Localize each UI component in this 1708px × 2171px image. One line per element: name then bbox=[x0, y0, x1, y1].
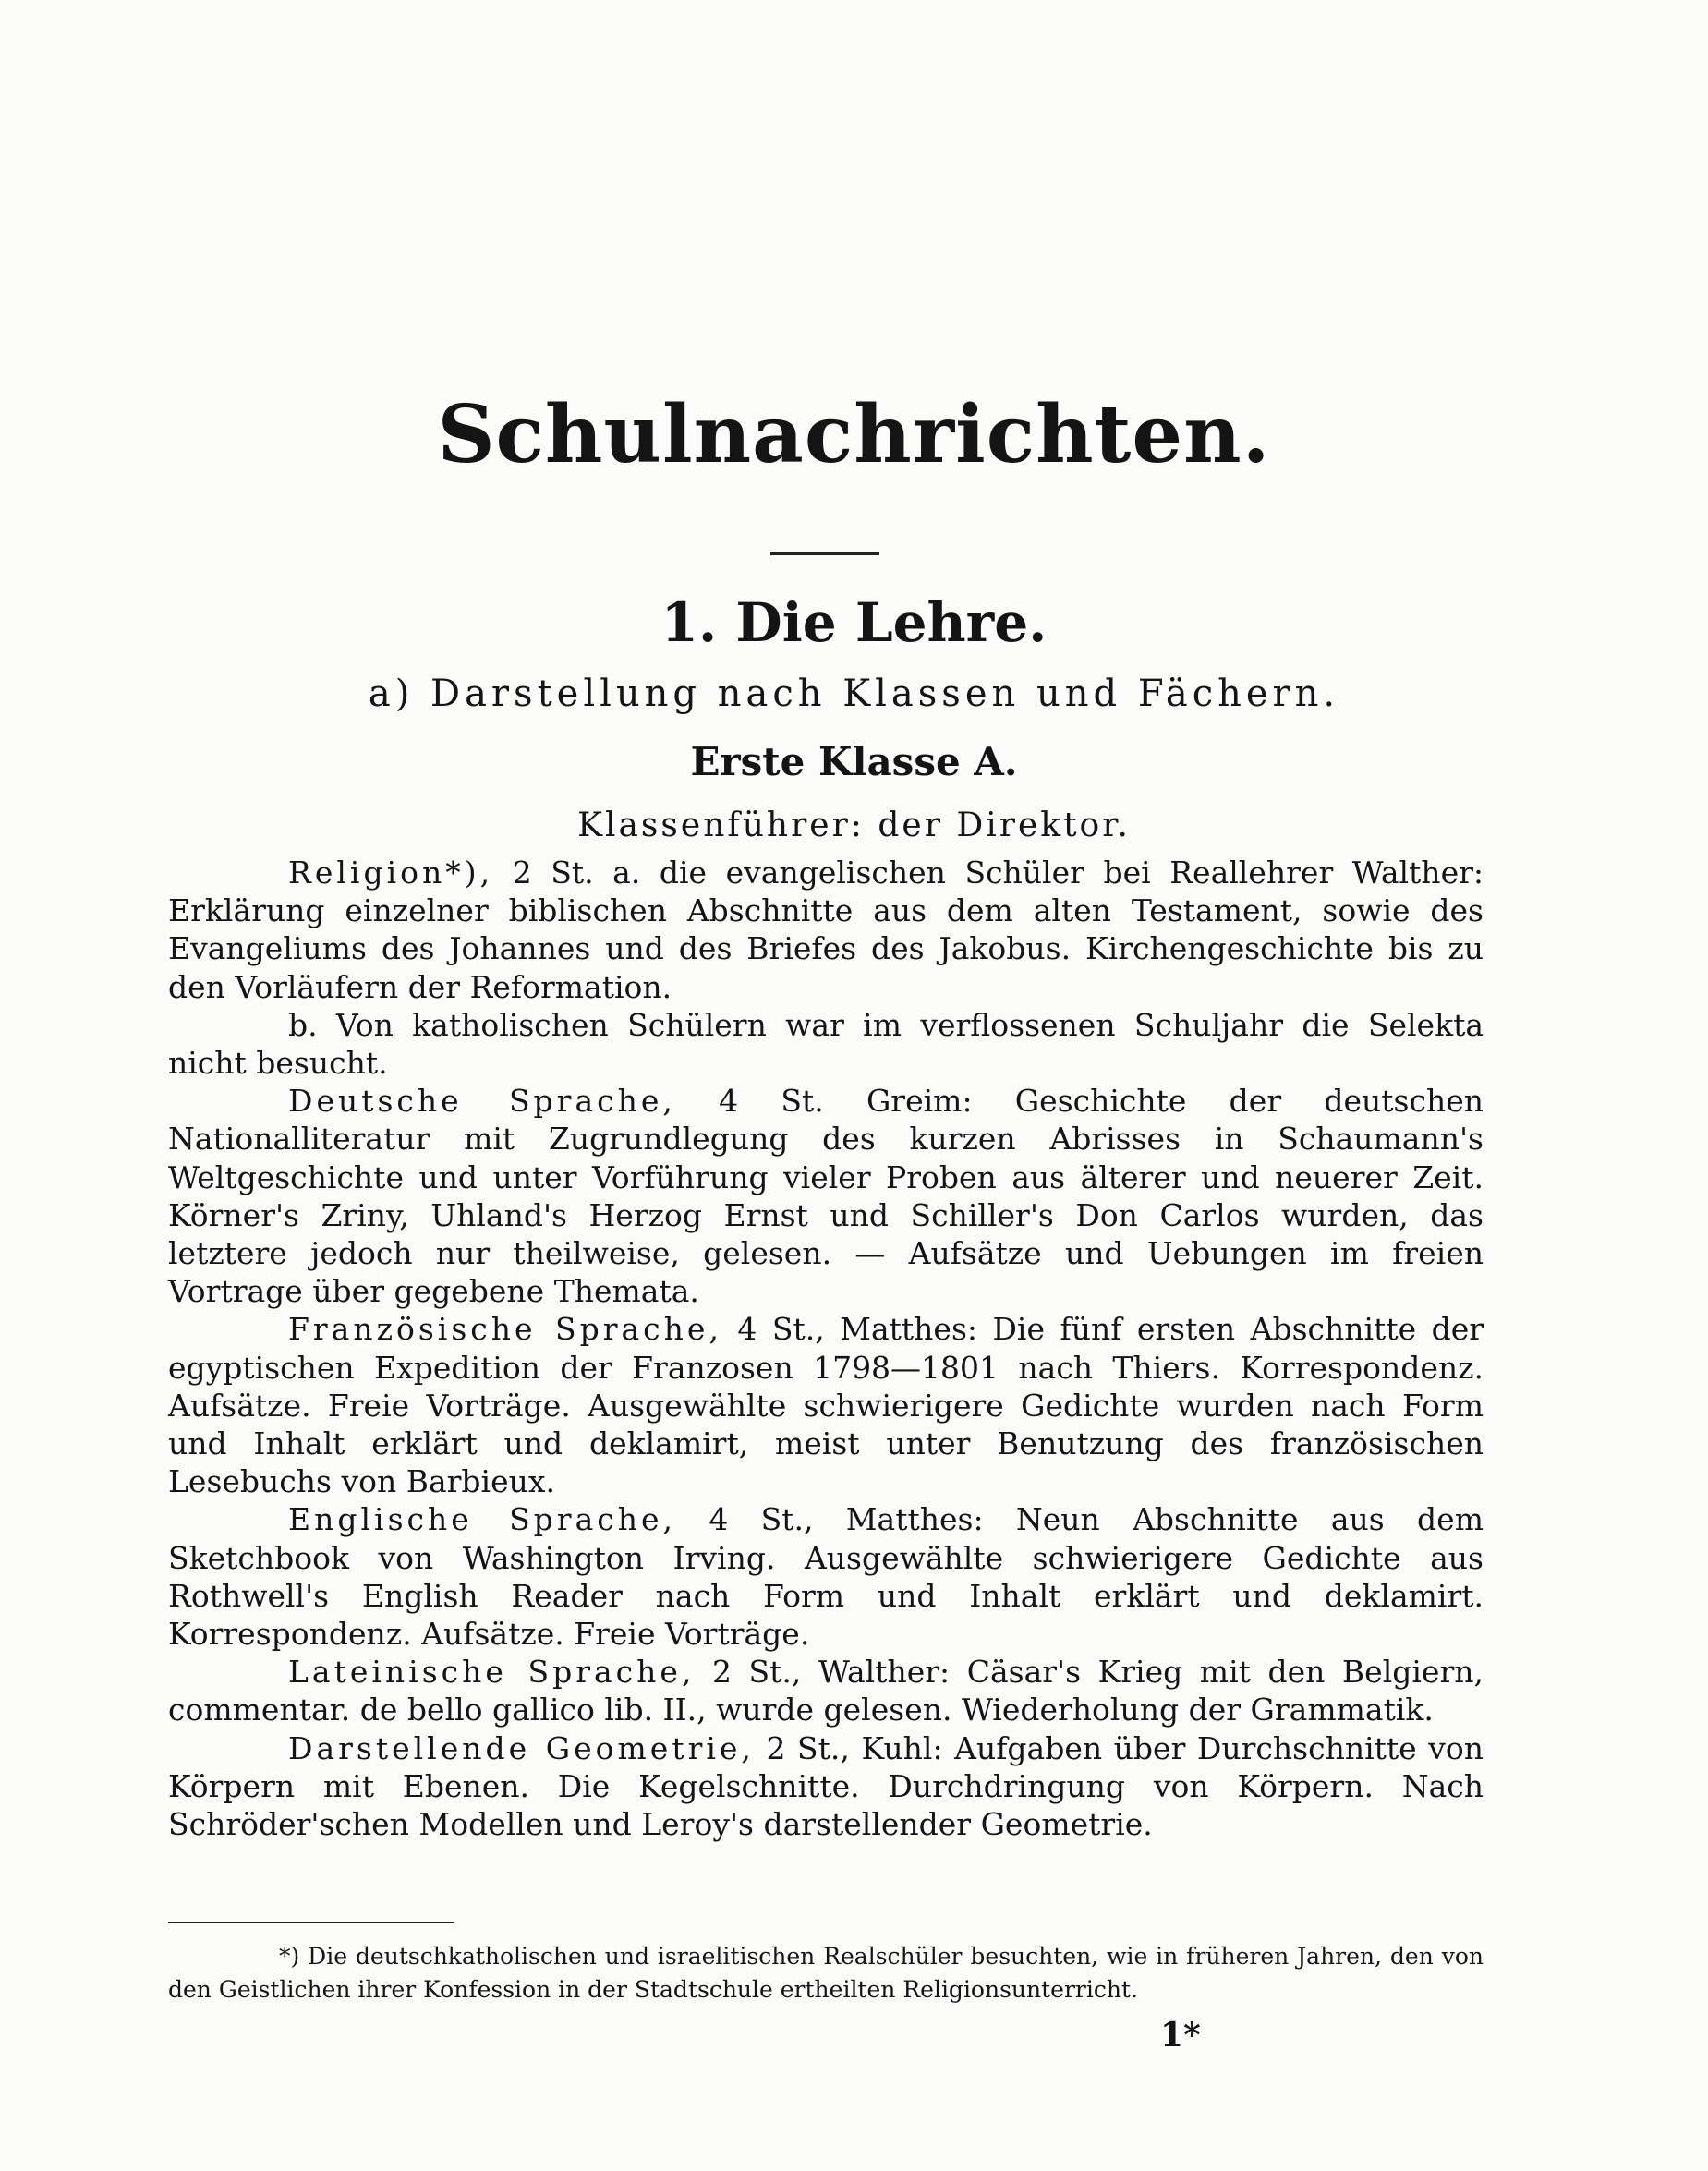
paragraph-text: 4 St., Matthes: Die fünf ersten Abschnitte der egyptischen Expedition der Franzosen 1798—1801 nach Thiers. Korrespondenz. Aufsätze. Freie Vorträge. Ausgewählte schwierigere Gedichte wurden nach Form und Inhalt erklärt und deklamirt, meist unter Benutzung des französischen Lesebuchs von Barbieux. bbox=[168, 1311, 1484, 1500]
paragraph-text: 2 St. a. die evangelischen Schüler bei Reallehrer Walther: Erklärung einzelner biblischen Abschnitte aus dem alten Testament, sowie des Evangeliums des Johannes und des Briefes des Jakobus. Kirchengeschichte bis zu den Vorläufern der Reformation. bbox=[168, 855, 1484, 1005]
title-divider bbox=[770, 552, 879, 555]
paragraph-german bbox=[168, 1082, 1484, 1310]
paragraph-religion-catholic bbox=[168, 1006, 1484, 1082]
subject-name: Lateinische Sprache, bbox=[288, 1654, 696, 1691]
class-heading: Erste Klasse A. bbox=[690, 739, 1018, 784]
class-leader: Klassenführer: der Direktor. bbox=[577, 807, 1131, 844]
paragraph-religion bbox=[168, 854, 1484, 1006]
signature-mark: 1* bbox=[1160, 2016, 1201, 2055]
paragraph-text: 2 St., Kuhl: Aufgaben über Durchschnitte von Körpern mit Ebenen. Die Kegelschnitte. Durchdringung von Körpern. Nach Schröder'schen Modellen und Leroy's darstellender Geometrie. bbox=[168, 1729, 1484, 1843]
paragraph-text: 4 St. Greim: Geschichte der deutschen Nationalliteratur mit Zugrundlegung des kurzen Abrisses in Schaumann's Weltgeschichte und unter Vorführung vieler Proben aus älterer und neuerer Zeit. Körner's Zriny, Uhland's Herzog Ernst und Schiller's Don Carlos wurden, das letztere jedoch nur theilweise, gelesen. — Aufsätze und Uebungen im freien Vortrage über gegebene Themata. bbox=[168, 1083, 1484, 1310]
subject-name: Darstellende Geometrie, bbox=[288, 1729, 755, 1766]
subject-name: Deutsche Sprache, bbox=[288, 1083, 676, 1120]
subject-name: Religion*), bbox=[288, 855, 494, 891]
body-text bbox=[168, 854, 1484, 1843]
paragraph-latin bbox=[168, 1653, 1484, 1728]
paragraph-text: b. Von katholischen Schülern war im verflossenen Schuljahr die Selekta nicht besucht. bbox=[168, 1006, 1484, 1082]
subject-name: Englische Sprache, bbox=[288, 1501, 677, 1538]
page-title: Schulnachrichten. bbox=[437, 388, 1271, 481]
paragraph-english bbox=[168, 1500, 1484, 1653]
paragraph-french bbox=[168, 1310, 1484, 1500]
subject-name: Französische Sprache, bbox=[288, 1311, 722, 1348]
subsection-heading: a) Darstellung nach Klassen und Fächern. bbox=[368, 673, 1340, 715]
section-heading: 1. Die Lehre. bbox=[660, 591, 1048, 654]
footnote: *) Die deutschkatholischen und israelitischen Realschüler besuchten, wie in früheren Jahren, den von den Geistlichen ihrer Konfession in der Stadtschule ertheilten Religionsunterricht. bbox=[168, 1943, 1484, 2003]
paragraph-text: 4 St., Matthes: Neun Abschnitte aus dem Sketchbook von Washington Irving. Ausgewählte schwierigere Gedichte aus Rothwell's English Reader nach Form und Inhalt erklärt und deklamirt. Korrespondenz. Aufsätze. Freie Vorträge. bbox=[168, 1501, 1484, 1653]
paragraph-text: 2 St., Walther: Cäsar's Krieg mit den Belgiern, commentar. de bello gallico lib. II., wurde gelesen. Wiederholung der Grammatik. bbox=[168, 1654, 1484, 1728]
footnote-divider bbox=[168, 1922, 454, 1923]
paragraph-geometry bbox=[168, 1729, 1484, 1844]
